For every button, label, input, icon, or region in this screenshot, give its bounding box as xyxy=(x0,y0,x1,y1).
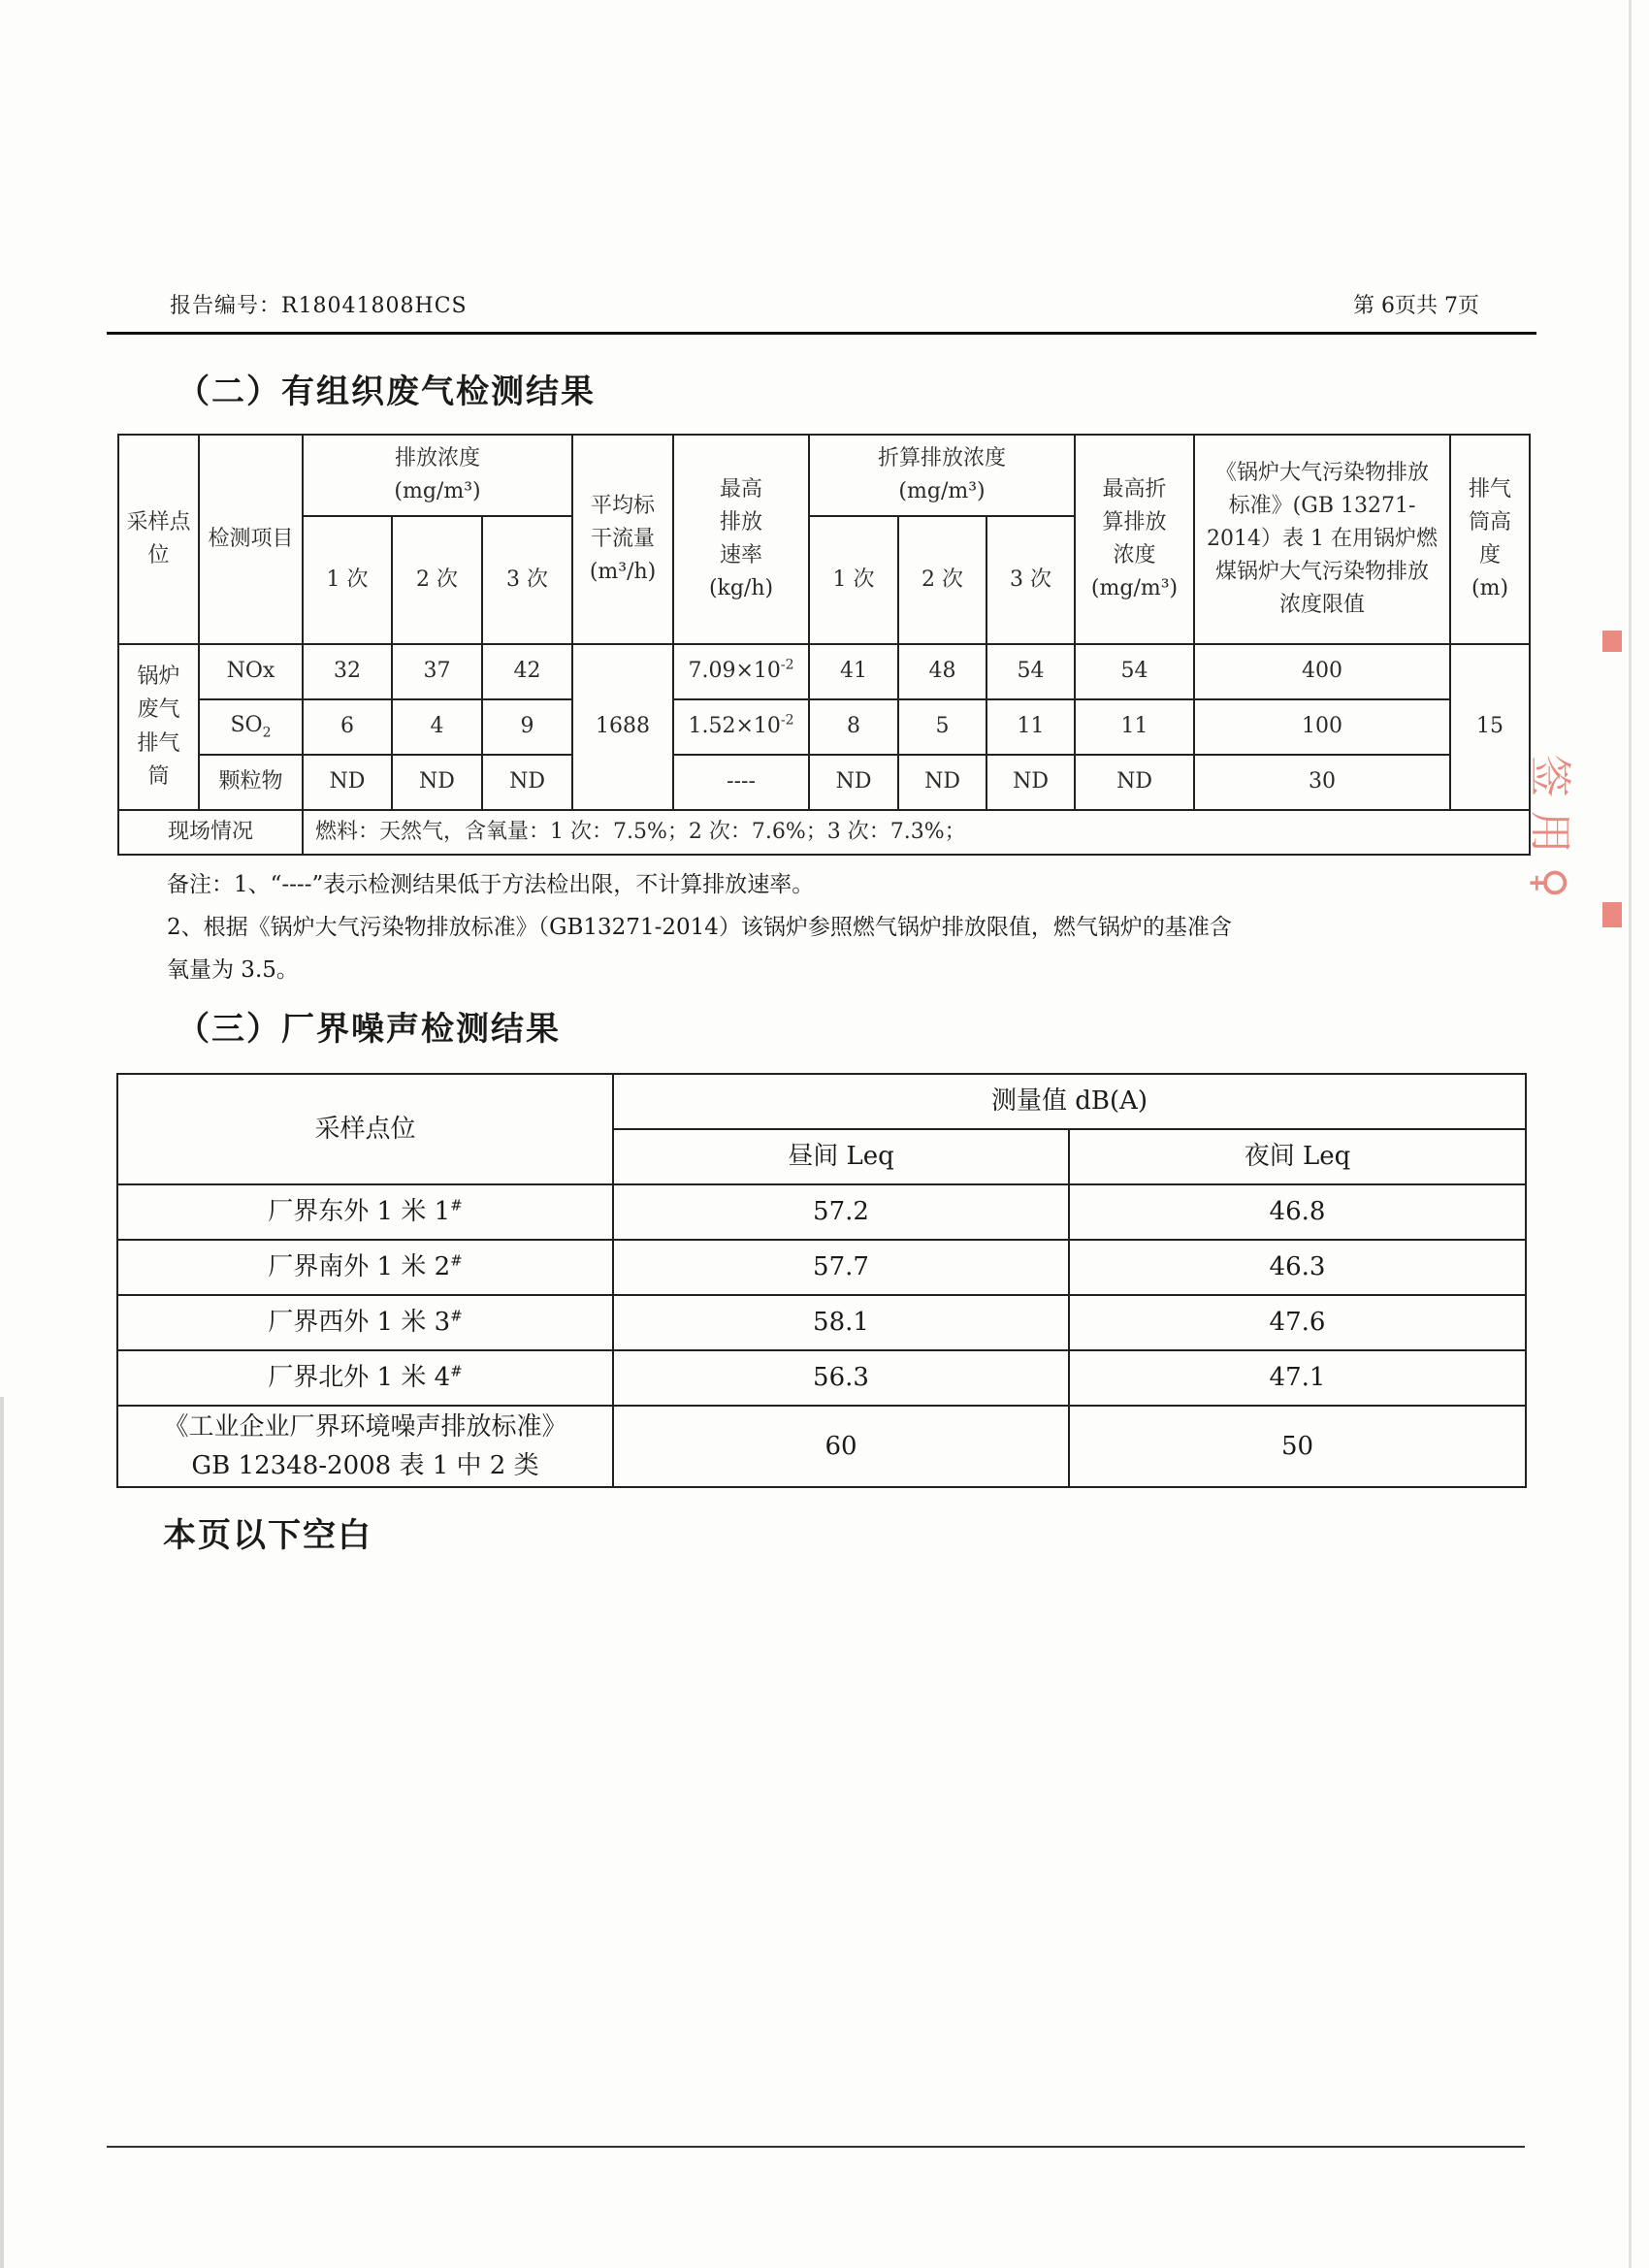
stamp-mark xyxy=(1602,902,1622,927)
value-cell: 48 xyxy=(898,644,986,699)
max-converted-label: 最高折算排放浓度 xyxy=(1102,476,1167,567)
page-header xyxy=(170,289,1479,318)
header-sample-point: 采样点位 xyxy=(118,435,199,644)
notes xyxy=(167,863,1525,991)
header-flow xyxy=(572,435,673,644)
day-value: 57.7 xyxy=(613,1240,1069,1295)
table-row xyxy=(117,1295,1526,1350)
value-cell: 6 xyxy=(303,699,392,755)
header-height xyxy=(1450,435,1530,644)
item-cell: NOx xyxy=(199,644,303,699)
header-item: 检测项目 xyxy=(199,435,303,644)
note-line-2: 2、根据《锅炉大气污染物排放标准》（GB13271-2014）该锅炉参照燃气锅炉排放限值，燃气锅炉的基准含 xyxy=(167,915,1232,940)
section3-title: （三）厂界噪声检测结果 xyxy=(177,1010,561,1049)
standard-day: 60 xyxy=(613,1406,1069,1487)
height-label: 排气筒高度 xyxy=(1469,476,1512,567)
value-cell: ND xyxy=(809,755,898,810)
item-cell: 颗粒物 xyxy=(199,755,303,810)
point-text: 厂界南外 1 米 2 xyxy=(268,1252,451,1282)
section2-title: （二）有组织废气检测结果 xyxy=(177,373,596,411)
flow-unit: (m³/h) xyxy=(589,560,657,585)
table-row xyxy=(118,699,1530,755)
night-value: 46.3 xyxy=(1069,1240,1526,1295)
rate-exponent: -2 xyxy=(780,713,794,729)
standard-line-1: 《工业企业厂界环境噪声排放标准》 xyxy=(163,1411,567,1442)
value-cell: ND xyxy=(898,755,986,810)
item-subscript: 2 xyxy=(262,725,272,741)
limit-cell: 100 xyxy=(1194,699,1450,755)
conv-time-3: 3 次 xyxy=(986,516,1075,644)
stamp-mark xyxy=(1602,631,1622,652)
point-mark: # xyxy=(450,1251,463,1270)
point-mark: # xyxy=(450,1362,463,1380)
point-cell xyxy=(117,1240,613,1295)
exhaust-gas-table xyxy=(117,434,1531,856)
day-value: 57.2 xyxy=(613,1184,1069,1240)
site-label: 现场情况 xyxy=(118,810,303,855)
standard-night: 50 xyxy=(1069,1406,1526,1487)
noise-table xyxy=(116,1073,1527,1488)
table-row xyxy=(118,755,1530,810)
page-shadow-right xyxy=(1629,0,1632,2268)
value-cell: ND xyxy=(482,755,572,810)
value-cell: 5 xyxy=(898,699,986,755)
note-line-3: 氧量为 3.5。 xyxy=(167,957,299,983)
site-value: 燃料：天然气，含氧量：1 次：7.5%；2 次：7.6%；3 次：7.3%； xyxy=(303,810,1530,855)
standard-line-2: GB 12348-2008 表 1 中 2 类 xyxy=(191,1451,539,1480)
header-day: 昼间 Leq xyxy=(613,1129,1069,1184)
report-number: 报告编号：R18041808HCS xyxy=(170,294,468,318)
conc-time-2: 2 次 xyxy=(392,516,482,644)
point-cell xyxy=(117,1295,613,1350)
value-cell: ND xyxy=(392,755,482,810)
item-cell xyxy=(199,699,303,755)
value-cell: 4 xyxy=(392,699,482,755)
page-shadow-left xyxy=(0,1397,4,2268)
header-standard: 《锅炉大气污染物排放标准》(GB 13271-2014）表 1 在用锅炉燃煤锅炉大气污染物排放浓度限值 xyxy=(1194,435,1450,644)
value-cell: 11 xyxy=(986,699,1075,755)
night-value: 46.8 xyxy=(1069,1184,1526,1240)
flow-value-cell: 1688 xyxy=(572,644,673,810)
flow-label: 平均标干流量 xyxy=(591,493,656,551)
standard-row xyxy=(117,1406,1526,1487)
sample-point-cell: 锅炉废气排气筒 xyxy=(118,644,199,810)
conc-time-1: 1 次 xyxy=(303,516,392,644)
blank-below-note: 本页以下空白 xyxy=(163,1516,372,1555)
rate-cell xyxy=(673,644,809,699)
header-converted xyxy=(809,435,1075,516)
value-cell: ND xyxy=(1075,755,1194,810)
header-max-converted xyxy=(1075,435,1194,644)
value-cell: ND xyxy=(303,755,392,810)
value-cell: ND xyxy=(986,755,1075,810)
value-cell: 37 xyxy=(392,644,482,699)
value-cell: 54 xyxy=(986,644,1075,699)
limit-cell: 400 xyxy=(1194,644,1450,699)
page-count: 第 6页共 7页 xyxy=(1353,294,1479,318)
rate-exponent: -2 xyxy=(780,658,794,674)
value-cell: 41 xyxy=(809,644,898,699)
standard-cell xyxy=(117,1406,613,1487)
header-rule xyxy=(107,332,1536,335)
table-row xyxy=(117,1240,1526,1295)
night-value: 47.1 xyxy=(1069,1350,1526,1406)
site-row xyxy=(118,810,1530,855)
item-main: SO xyxy=(230,713,263,738)
conc-time-3: 3 次 xyxy=(482,516,572,644)
height-unit: (m) xyxy=(1471,576,1509,601)
rate-cell: ---- xyxy=(673,755,809,810)
point-text: 厂界东外 1 米 1 xyxy=(268,1197,451,1227)
height-value-cell: 15 xyxy=(1450,644,1530,810)
value-cell: 54 xyxy=(1075,644,1194,699)
table-row xyxy=(117,1350,1526,1406)
point-text: 厂界北外 1 米 4 xyxy=(268,1363,451,1393)
conv-time-2: 2 次 xyxy=(898,516,986,644)
point-mark: # xyxy=(450,1307,463,1325)
seal-stamp-fragment: 签 用 ♀ xyxy=(1524,754,1574,899)
header-rate xyxy=(673,435,809,644)
header-night: 夜间 Leq xyxy=(1069,1129,1526,1184)
table-row xyxy=(117,1184,1526,1240)
converted-unit: (mg/m³) xyxy=(898,479,986,503)
rate-base: 1.52×10 xyxy=(688,714,781,739)
day-value: 58.1 xyxy=(613,1295,1069,1350)
conv-time-1: 1 次 xyxy=(809,516,898,644)
rate-cell xyxy=(673,699,809,755)
header-measure: 测量值 dB(A) xyxy=(613,1074,1526,1129)
header-point: 采样点位 xyxy=(117,1074,613,1184)
rate-unit: (kg/h) xyxy=(708,576,774,601)
concentration-unit: (mg/m³) xyxy=(394,479,481,503)
concentration-label: 排放浓度 xyxy=(395,445,481,470)
point-cell xyxy=(117,1350,613,1406)
limit-cell: 30 xyxy=(1194,755,1450,810)
rate-base: 7.09×10 xyxy=(688,659,781,684)
point-text: 厂界西外 1 米 3 xyxy=(268,1308,451,1338)
value-cell: 9 xyxy=(482,699,572,755)
max-converted-unit: (mg/m³) xyxy=(1090,576,1179,601)
converted-label: 折算排放浓度 xyxy=(878,445,1007,470)
value-cell: 42 xyxy=(482,644,572,699)
day-value: 56.3 xyxy=(613,1350,1069,1406)
footer-rule xyxy=(107,2146,1525,2148)
night-value: 47.6 xyxy=(1069,1295,1526,1350)
point-cell xyxy=(117,1184,613,1240)
value-cell: 8 xyxy=(809,699,898,755)
value-cell: 32 xyxy=(303,644,392,699)
note-line-1: 备注：1、“----”表示检测结果低于方法检出限，不计算排放速率。 xyxy=(167,872,815,897)
value-cell: 11 xyxy=(1075,699,1194,755)
point-mark: # xyxy=(450,1196,463,1215)
rate-label: 最高排放速率 xyxy=(720,476,763,567)
table-row xyxy=(118,644,1530,699)
header-concentration xyxy=(303,435,572,516)
